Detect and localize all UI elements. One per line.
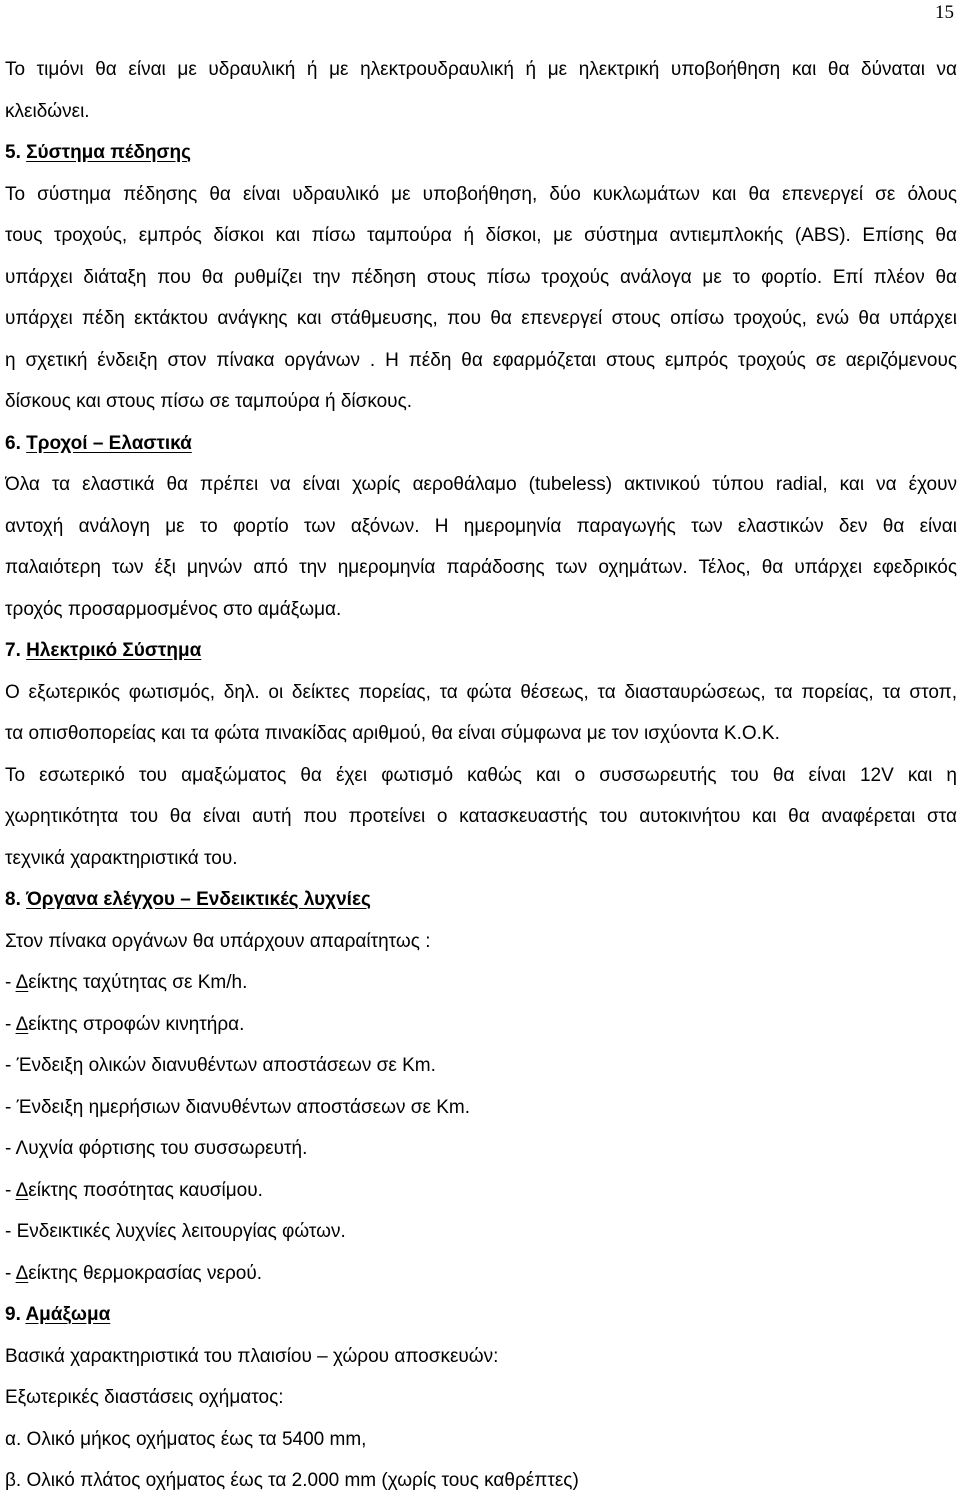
paragraph-line: τα οπισθοπορείας και τα φώτα πινακίδας αριθμού, θα είναι σύμφωνα με τον ισχύοντα Κ.Ο.Κ. (5, 723, 780, 744)
list-item (5, 1253, 957, 1295)
paragraph-line: Το εσωτερικό του αμαξώματος θα έχει φωτισμό καθώς και ο συσσωρευτής του θα είναι 12V και η (5, 764, 957, 786)
section-heading-7 (5, 630, 957, 672)
section-number: 5. (5, 142, 21, 163)
paragraph-line: Το τιμόνι θα είναι με υδραυλική ή με ηλεκτρουδραυλική ή με ηλεκτρική υποβοήθηση και θα δύναται να (5, 59, 957, 80)
list-initial: Δ (15, 1262, 29, 1284)
paragraph-line: υπάρχει πέδη εκτάκτου ανάγκης και στάθμευσης, που θα επενεργεί στους οπίσω τροχούς, ενώ θα υπάρχει (5, 308, 957, 329)
paragraph-line: Βασικά χαρακτηριστικά του πλαισίου – χώρου αποσκευών: (5, 1345, 499, 1367)
list-item: - Λυχνία φόρτισης του συσσωρευτή. (5, 1138, 308, 1159)
section-title: Τροχοί – Ελαστικά (26, 432, 192, 454)
list-item (5, 962, 957, 1004)
paragraph-line: β. Ολικό πλάτος οχήματος έως τα 2.000 mm (χωρίς τους καθρέπτες) (5, 1470, 579, 1491)
section-number: 7. (5, 640, 21, 661)
section-heading-5 (5, 132, 957, 174)
list-text: είκτης στροφών κινητήρα. (28, 1013, 245, 1035)
section-title: Ηλεκτρικό Σύστημα (26, 640, 202, 661)
document-body (5, 49, 957, 1502)
section-number: 6. (5, 432, 21, 454)
section-number: 9. (5, 1304, 21, 1325)
paragraph-line: Όλα τα ελαστικά θα πρέπει να είναι χωρίς αεροθάλαμο (tubeless) ακτινικού τύπου radial, και να έχουν (5, 474, 957, 495)
page-number: 15 (935, 2, 954, 23)
paragraph-line: Το σύστημα πέδησης θα είναι υδραυλικό με υποβοήθηση, δύο κυκλωμάτων και θα επενεργεί σε όλους (5, 183, 957, 205)
section-title: Αμάξωμα (25, 1304, 111, 1325)
paragraph-line: η σχετική ένδειξη στον πίνακα οργάνων . Η πέδη θα εφαρμόζεται στους εμπρός τροχούς σε αεριζόμενους (5, 349, 957, 371)
section-number: 8. (5, 889, 21, 910)
paragraph-line: αντοχή ανάλογη με το φορτίο των αξόνων. Η ημερομηνία παραγωγής των ελαστικών δεν θα είναι (5, 515, 957, 537)
paragraph-line: δίσκους και στους πίσω σε ταμπούρα ή δίσκους. (5, 391, 413, 412)
paragraph-line: χωρητικότητα του θα είναι αυτή που προτείνει ο κατασκευαστής του αυτοκινήτου και θα αναφέρεται στα (5, 806, 957, 827)
paragraph-line: α. Ολικό μήκος οχήματος έως τα 5400 mm, (5, 1428, 367, 1450)
paragraph-line: υπάρχει διάταξη που θα ρυθμίζει την πέδηση στους πίσω τροχούς ανάλογα με το φορτίο. Επί πλέον θα (5, 266, 957, 288)
section-heading-8 (5, 879, 957, 921)
paragraph-line: κλειδώνει. (5, 100, 90, 122)
paragraph-line: τους τροχούς, εμπρός δίσκοι και πίσω ταμπούρα ή δίσκοι, με σύστημα αντιεμπλοκής (ABS). Επίσης θα (5, 225, 957, 246)
paragraph-line: τροχός προσαρμοσμένος στο αμάξωμα. (5, 598, 342, 620)
list-dash: - (5, 1179, 16, 1201)
paragraph-line: Εξωτερικές διαστάσεις οχήματος: (5, 1387, 284, 1408)
paragraph-line: Στον πίνακα οργάνων θα υπάρχουν απαραίτητως : (5, 930, 431, 952)
list-initial: Δ (15, 1013, 29, 1035)
paragraph-line: παλαιότερη των έξι μηνών από την ημερομηνία παράδοσης των οχημάτων. Τέλος, θα υπάρχει εφεδρικός (5, 557, 957, 578)
list-initial: Δ (15, 972, 29, 993)
list-text: είκτης θερμοκρασίας νερού. (28, 1262, 262, 1284)
list-initial: Δ (15, 1179, 29, 1201)
list-dash: - (5, 1013, 16, 1035)
list-item: - Ένδειξη ολικών διανυθέντων αποστάσεων σε Km. (5, 1055, 436, 1076)
list-text: είκτης ταχύτητας σε Km/h. (28, 972, 248, 993)
section-title: Σύστημα πέδησης (26, 142, 191, 163)
paragraph-line: Ο εξωτερικός φωτισμός, δηλ. οι δείκτες πορείας, τα φώτα θέσεως, τα διασταυρώσεως, τα πορείας, τα στοπ, (5, 681, 957, 703)
list-item (5, 1004, 957, 1046)
list-text: είκτης ποσότητας καυσίμου. (28, 1179, 263, 1201)
section-heading-9 (5, 1294, 957, 1336)
list-item: - Ενδεικτικές λυχνίες λειτουργίας φώτων. (5, 1221, 346, 1242)
list-item: - Ένδειξη ημερήσιων διανυθέντων αποστάσεων σε Km. (5, 1096, 471, 1118)
section-heading-6 (5, 423, 957, 465)
list-dash: - (5, 972, 16, 993)
section-title: Όργανα ελέγχου – Ενδεικτικές λυχνίες (26, 889, 371, 910)
list-dash: - (5, 1262, 16, 1284)
paragraph-line: τεχνικά χαρακτηριστικά του. (5, 847, 238, 869)
list-item (5, 1170, 957, 1212)
